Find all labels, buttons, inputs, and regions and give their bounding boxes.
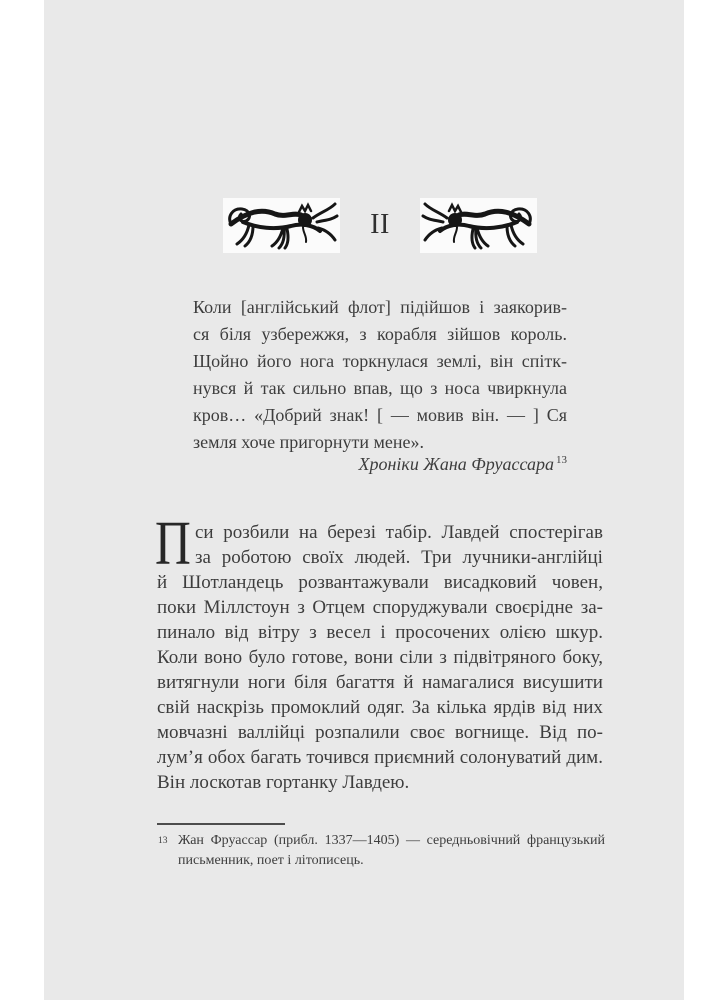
dragon-flourish-left-icon: [223, 198, 340, 253]
body-line: Він лоскотав гортанку Лавдею.: [157, 772, 410, 793]
epigraph-line: Щойно його нога торкнулася землі, він спітк-: [193, 351, 567, 371]
body-line: за роботою своїх людей. Три лучники-англійці: [195, 547, 603, 568]
body-line: свій наскрізь промоклий одяг. За кілька ярдів від них: [157, 697, 603, 718]
dragon-flourish-right-icon: [420, 198, 537, 253]
epigraph-line: ся біля узбережжя, з корабля зійшов король.: [193, 324, 567, 344]
attribution-footnote-ref: 13: [556, 454, 567, 466]
epigraph-line: нувся й так сильно впав, що з носа чвиркнула: [193, 378, 567, 398]
footnote-line: Жан Фруассар (прибл. 1337—1405) — середньовічний французький: [178, 833, 605, 848]
body-line: витягнули ноги біля багаття й намагалися висушити: [157, 672, 603, 693]
book-page: [44, 0, 684, 1000]
footnote-line: письменник, поет і літописець.: [178, 852, 364, 868]
body-line: си розбили на березі табір. Лавдей спостерігав: [195, 522, 603, 543]
ornament-left-box: [223, 198, 340, 253]
chapter-number: II: [370, 209, 390, 240]
body-line: й Шотландець розвантажували висадковий човен,: [157, 572, 603, 593]
epigraph-line: Коли [англійський флот] підійшов і заякорив-: [193, 297, 567, 317]
body-line: мовчазні валлійці розпалили своє вогнище. Від по-: [157, 722, 603, 743]
epigraph-line: кров… «Добрий знак! [ — мовив він. — ] Ся: [193, 405, 567, 425]
ornament-right-box: [420, 198, 537, 253]
footnote: [157, 831, 605, 870]
body-line: лум’я обох багать точився приємний солонуватий дим.: [157, 747, 603, 768]
chapter-header: [157, 197, 603, 253]
body-line: пинало від вітру з весел і просочених олією шкур.: [157, 622, 603, 643]
body-line: Коли воно було готове, вони сіли з підвітряного боку,: [157, 647, 603, 668]
drop-cap: П: [155, 510, 191, 578]
body-paragraph: [155, 510, 603, 795]
epigraph-line: земля хоче пригорнути мене».: [193, 432, 424, 452]
body-line: поки Міллстоун з Отцем споруджували своєрідне за-: [157, 597, 603, 618]
footnote-separator: [157, 823, 285, 825]
epigraph: [193, 294, 567, 478]
attribution-text: Хроніки Жана Фруассара: [358, 454, 554, 474]
footnote-marker: 13: [158, 836, 168, 846]
